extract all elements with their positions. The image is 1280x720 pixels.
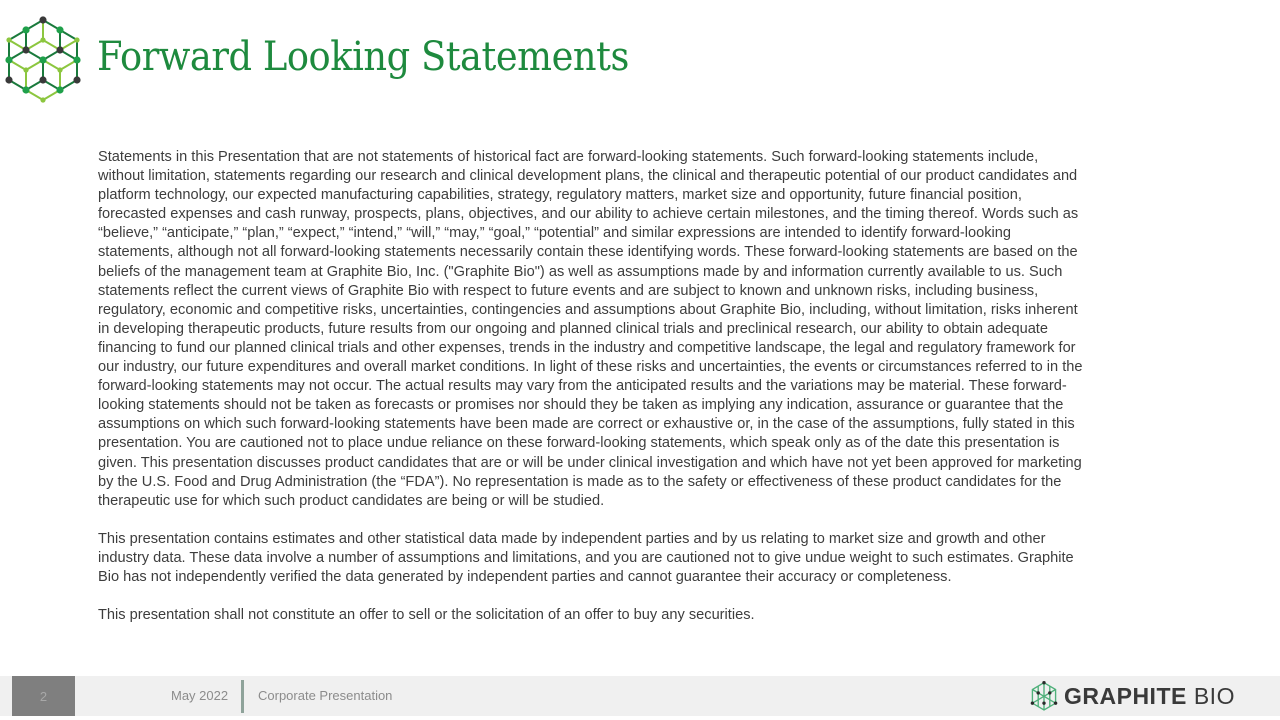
text-line: presentation. You are cautioned not to place undue reliance on these forward-looking statements, which speak only as of the date this presentation is — [98, 435, 1060, 452]
disclaimer-body — [98, 148, 1188, 644]
text-line: This presentation contains estimates and other statistical data made by independent parties and by us relating to market size and growth and other — [98, 530, 1046, 547]
text-line: without limitation, statements regarding our research and clinical development plans, the clinical and therapeutic potential of our product candidates and — [98, 168, 1078, 185]
brand-name-strong: GRAPHITE — [1064, 682, 1187, 709]
footer-date: May 2022 — [171, 688, 229, 703]
text-line: forecasted expenses and cash runway, prospects, plans, objectives, and our ability to achieve certain milestones, and the timing thereof. Words such as — [98, 206, 1079, 223]
text-line: our industry, our future expenditures and overall market conditions. In light of these risks and uncertainties, the events or circumstances referred to in the — [98, 359, 1083, 376]
text-line: statements reflect the current views of Graphite Bio with respect to future events and are subject to known and unknown risks, including business, — [98, 282, 1039, 299]
text-line: looking statements should not be taken as forecasts or promises nor should they be taken as implying any indication, assurance or guarantee that the — [98, 397, 1064, 414]
footer-divider — [241, 680, 244, 713]
text-line: given. This presentation discusses product candidates that are or will be under clinical investigation and which have not yet been approved for marketing — [98, 454, 1082, 471]
text-line: financing to fund our planned clinical trials and other expenses, trends in the industry and competitive landscape, the legal and regulatory framework for — [98, 339, 1076, 356]
brand-name-light: BIO — [1193, 682, 1235, 709]
footer-label: Corporate Presentation — [258, 688, 393, 703]
slide-title: Forward Looking Statements — [97, 34, 629, 80]
paragraph-no-offer — [98, 606, 1188, 625]
text-line: Bio has not independently verified the data generated by independent parties and cannot guarantee their accuracy or completeness. — [98, 569, 952, 586]
text-line: statements, although not all forward-looking statements necessarily contain these identifying words. These forward-looking statements are based on the — [98, 244, 1078, 261]
text-line: assumptions on which such forward-looking statements have been made are correct or exhaustive or, in the case of the assumptions, fully stated in this — [98, 416, 1075, 433]
text-line: regulatory, economic and competitive risks, uncertainties, contingencies and assumptions about Graphite Bio, including, without limitation, risks inherent — [98, 301, 1078, 318]
graphite-hexcube-logo-icon — [4, 15, 82, 103]
slide-footer — [0, 676, 1280, 716]
text-line: industry data. These data involve a number of assumptions and limitations, and you are cautioned not to give undue weight to such estimates. Graphite — [98, 549, 1074, 566]
brand-logo — [1030, 676, 1235, 716]
text-line: platform technology, our expected manufacturing capabilities, strategy, regulatory matters, market size and opportunity, future financial position, — [98, 187, 1022, 204]
text-line: beliefs of the management team at Graphite Bio, Inc. ("Graphite Bio") as well as assumptions made by and information currently available to us. Such — [98, 263, 1063, 280]
graphite-hexcube-logo-icon — [1030, 681, 1058, 711]
paragraph-forward-looking — [98, 148, 1188, 511]
text-line: therapeutic use for which such product candidates are being or will be studied. — [98, 492, 605, 509]
text-line: by the U.S. Food and Drug Administration (the “FDA”). No representation is made as to the safety or effectiveness of these product candidates for the — [98, 473, 1062, 490]
paragraph-statistical-data — [98, 530, 1188, 587]
page-number: 2 — [12, 676, 75, 716]
text-line: This presentation shall not constitute an offer to sell or the solicitation of an offer to buy any securities. — [98, 607, 755, 624]
text-line: “believe,” “anticipate,” “plan,” “expect,” “intend,” “will,” “may,” “goal,” “potential” and similar expressions are intended to identify forward-looking — [98, 225, 1012, 242]
text-line: Statements in this Presentation that are not statements of historical fact are forward-looking statements. Such forward-looking statements include, — [98, 149, 1039, 165]
text-line: forward-looking statements may not occur. The actual results may vary from the anticipated results and the variations may be material. These forward- — [98, 378, 1067, 395]
text-line: in developing therapeutic products, future results from our ongoing and planned clinical trials and preclinical research, our ability to obtain adequate — [98, 320, 1048, 337]
